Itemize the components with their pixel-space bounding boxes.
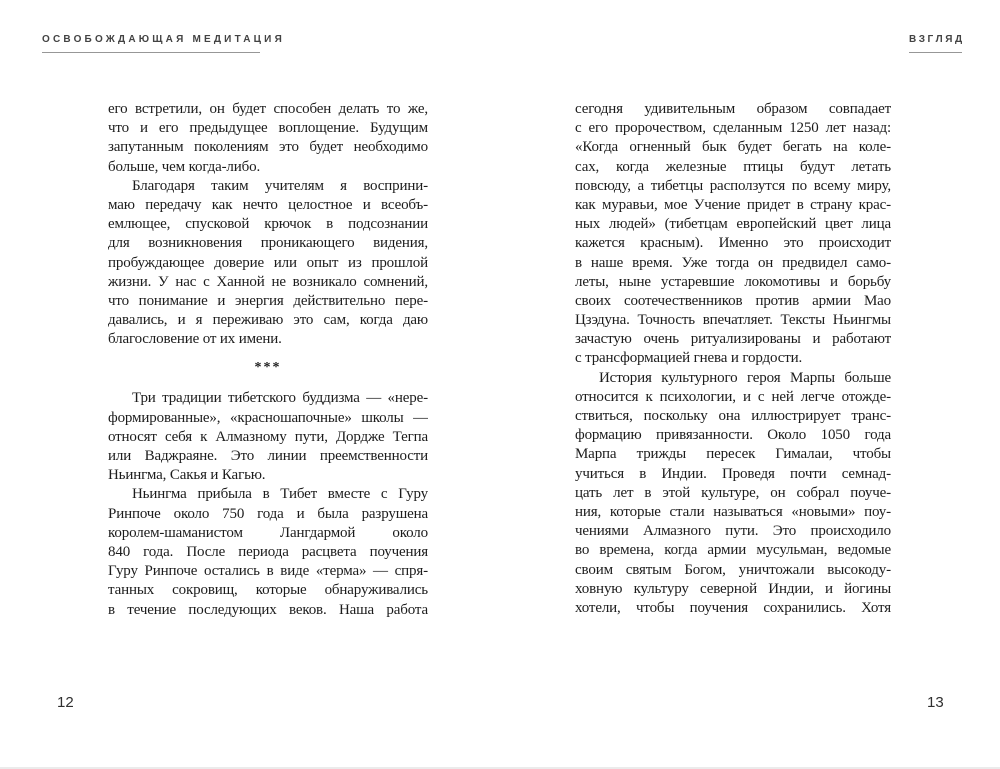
text-line: сегодня удивительным образом совпадает [575, 101, 891, 117]
text-line: хотели, чтобы поучения сохранились. Хотя [575, 599, 891, 616]
running-head-right [909, 34, 965, 53]
text-line: что и его предыдущее воплощение. Будущим [108, 120, 428, 137]
text-line: ния, которые стали называться «новыми» поу- [575, 503, 891, 520]
text-line: цать лет в этой культуре, он собрал поуче- [575, 484, 891, 501]
text-line: с его пророчеством, сделанным 1250 лет назад: [575, 120, 891, 137]
text-line: благословение от их имени. [108, 331, 282, 348]
page-left-body [108, 100, 428, 620]
text-line: История культурного героя Марпы больше [599, 369, 891, 386]
text-line: кажется красным). Именно это происходит [575, 235, 891, 252]
text-line: своим святым Богом, уничтожали высокоду- [575, 561, 891, 578]
text-line: чениями Алмазного пути. Это происходило [575, 523, 891, 540]
text-line: Три традиции тибетского буддизма — «нере- [132, 390, 428, 407]
text-line: танных сокровищ, которые обнаруживались [108, 582, 428, 599]
paragraph [575, 369, 891, 618]
text-line: «Когда огненный бык будет бегать на коле- [575, 139, 891, 156]
page-right-body [575, 100, 891, 618]
text-line: повсюду, а тибетцы расползутся по всему миру, [575, 177, 891, 194]
text-line: королем-шаманистом Лангдармой около [108, 524, 428, 541]
paragraph [108, 100, 428, 177]
text-line: во времена, когда армии мусульман, ведомые [575, 542, 891, 559]
text-line: 840 года. После периода расцвета поучения [108, 543, 428, 560]
text-line: давались, и я переживаю это сам, когда даю [108, 312, 428, 329]
text-line: Ньингма прибыла в Тибет вместе с Гуру [132, 486, 428, 503]
text-line: что понимание и энергия действительно пере- [108, 292, 428, 309]
text-line: Ньингма, Сакья и Кагью. [108, 467, 266, 484]
text-line: леты, ныне устаревшие локомотивы и борьбу [575, 273, 891, 290]
text-line: в наше время. Уже тогда он предвидел само- [575, 254, 891, 271]
text-line: относится к психологии, и с ней легче отожде- [575, 388, 891, 405]
running-head-right-title: ВЗГЛЯД [909, 34, 965, 45]
text-line: больше, чем когда-либо. [108, 158, 261, 175]
paragraph [575, 100, 891, 369]
text-line: учиться в Индии. Проведя почти семнад- [575, 465, 891, 482]
text-line: ховную культуру северной Индии, и йогины [575, 580, 891, 597]
text-line: формированные», «красношапочные» школы — [108, 409, 428, 426]
text-line: для возникновения проникающего видения, [108, 235, 428, 252]
text-line: как муравьи, мое Учение придет в страну крас- [575, 196, 891, 213]
text-line: жизни. У нас с Ханной не возникало сомнений, [108, 273, 428, 290]
section-separator: *** [254, 360, 282, 376]
text-line: ных людей» (тибетцам европейский цвет лица [575, 216, 891, 233]
paragraph [108, 485, 428, 619]
text-line: Благодаря таким учителям я восприни- [132, 177, 428, 194]
text-line: зачастую очень ритуализированы и работают [575, 331, 891, 348]
paragraph [108, 177, 428, 350]
page-number-right: 13 [927, 694, 944, 711]
text-line: формацию привязанности. Около 1050 года [575, 427, 891, 444]
text-line: своих соотечественников против армии Мао [575, 292, 891, 309]
text-line: сах, когда железные птицы будут летать [575, 158, 891, 175]
text-line: Марпа трижды пересек Гималаи, чтобы [575, 446, 891, 463]
text-line: емлющее, спусковой крючок в подсознании [108, 216, 428, 233]
text-line: относят себя к Алмазному пути, Дордже Тегпа [108, 428, 428, 445]
running-head-left-title: ОСВОБОЖДАЮЩАЯ МЕДИТАЦИЯ [42, 34, 285, 45]
paragraph [108, 389, 428, 485]
text-line: Ринпоче около 750 года и была разрушена [108, 505, 428, 522]
text-line: с трансформацией гнева и гордости. [575, 350, 803, 367]
page-number-left: 12 [57, 694, 74, 711]
text-line: маю передачу как нечто целостное и всеобъ- [108, 196, 428, 213]
text-line: запутанным поколениям это будет необходимо [108, 139, 428, 156]
text-line: или Ваджраяне. Это линии преемственности [108, 448, 428, 464]
text-line: Гуру Ринпоче остались в виде «терма» — спря- [108, 563, 428, 580]
running-head-left [42, 34, 285, 53]
text-line: ствиться, поскольку она иллюстрирует транс- [575, 408, 891, 424]
text-line: в течение последующих веков. Наша работа [108, 601, 428, 618]
text-line: пробуждающее доверие или опыт из прошлой [108, 254, 428, 271]
text-line: его встретили, он будет способен делать то же, [108, 101, 428, 117]
text-line: Цзэдуна. Точность впечатляет. Тексты Ньингмы [575, 312, 891, 329]
